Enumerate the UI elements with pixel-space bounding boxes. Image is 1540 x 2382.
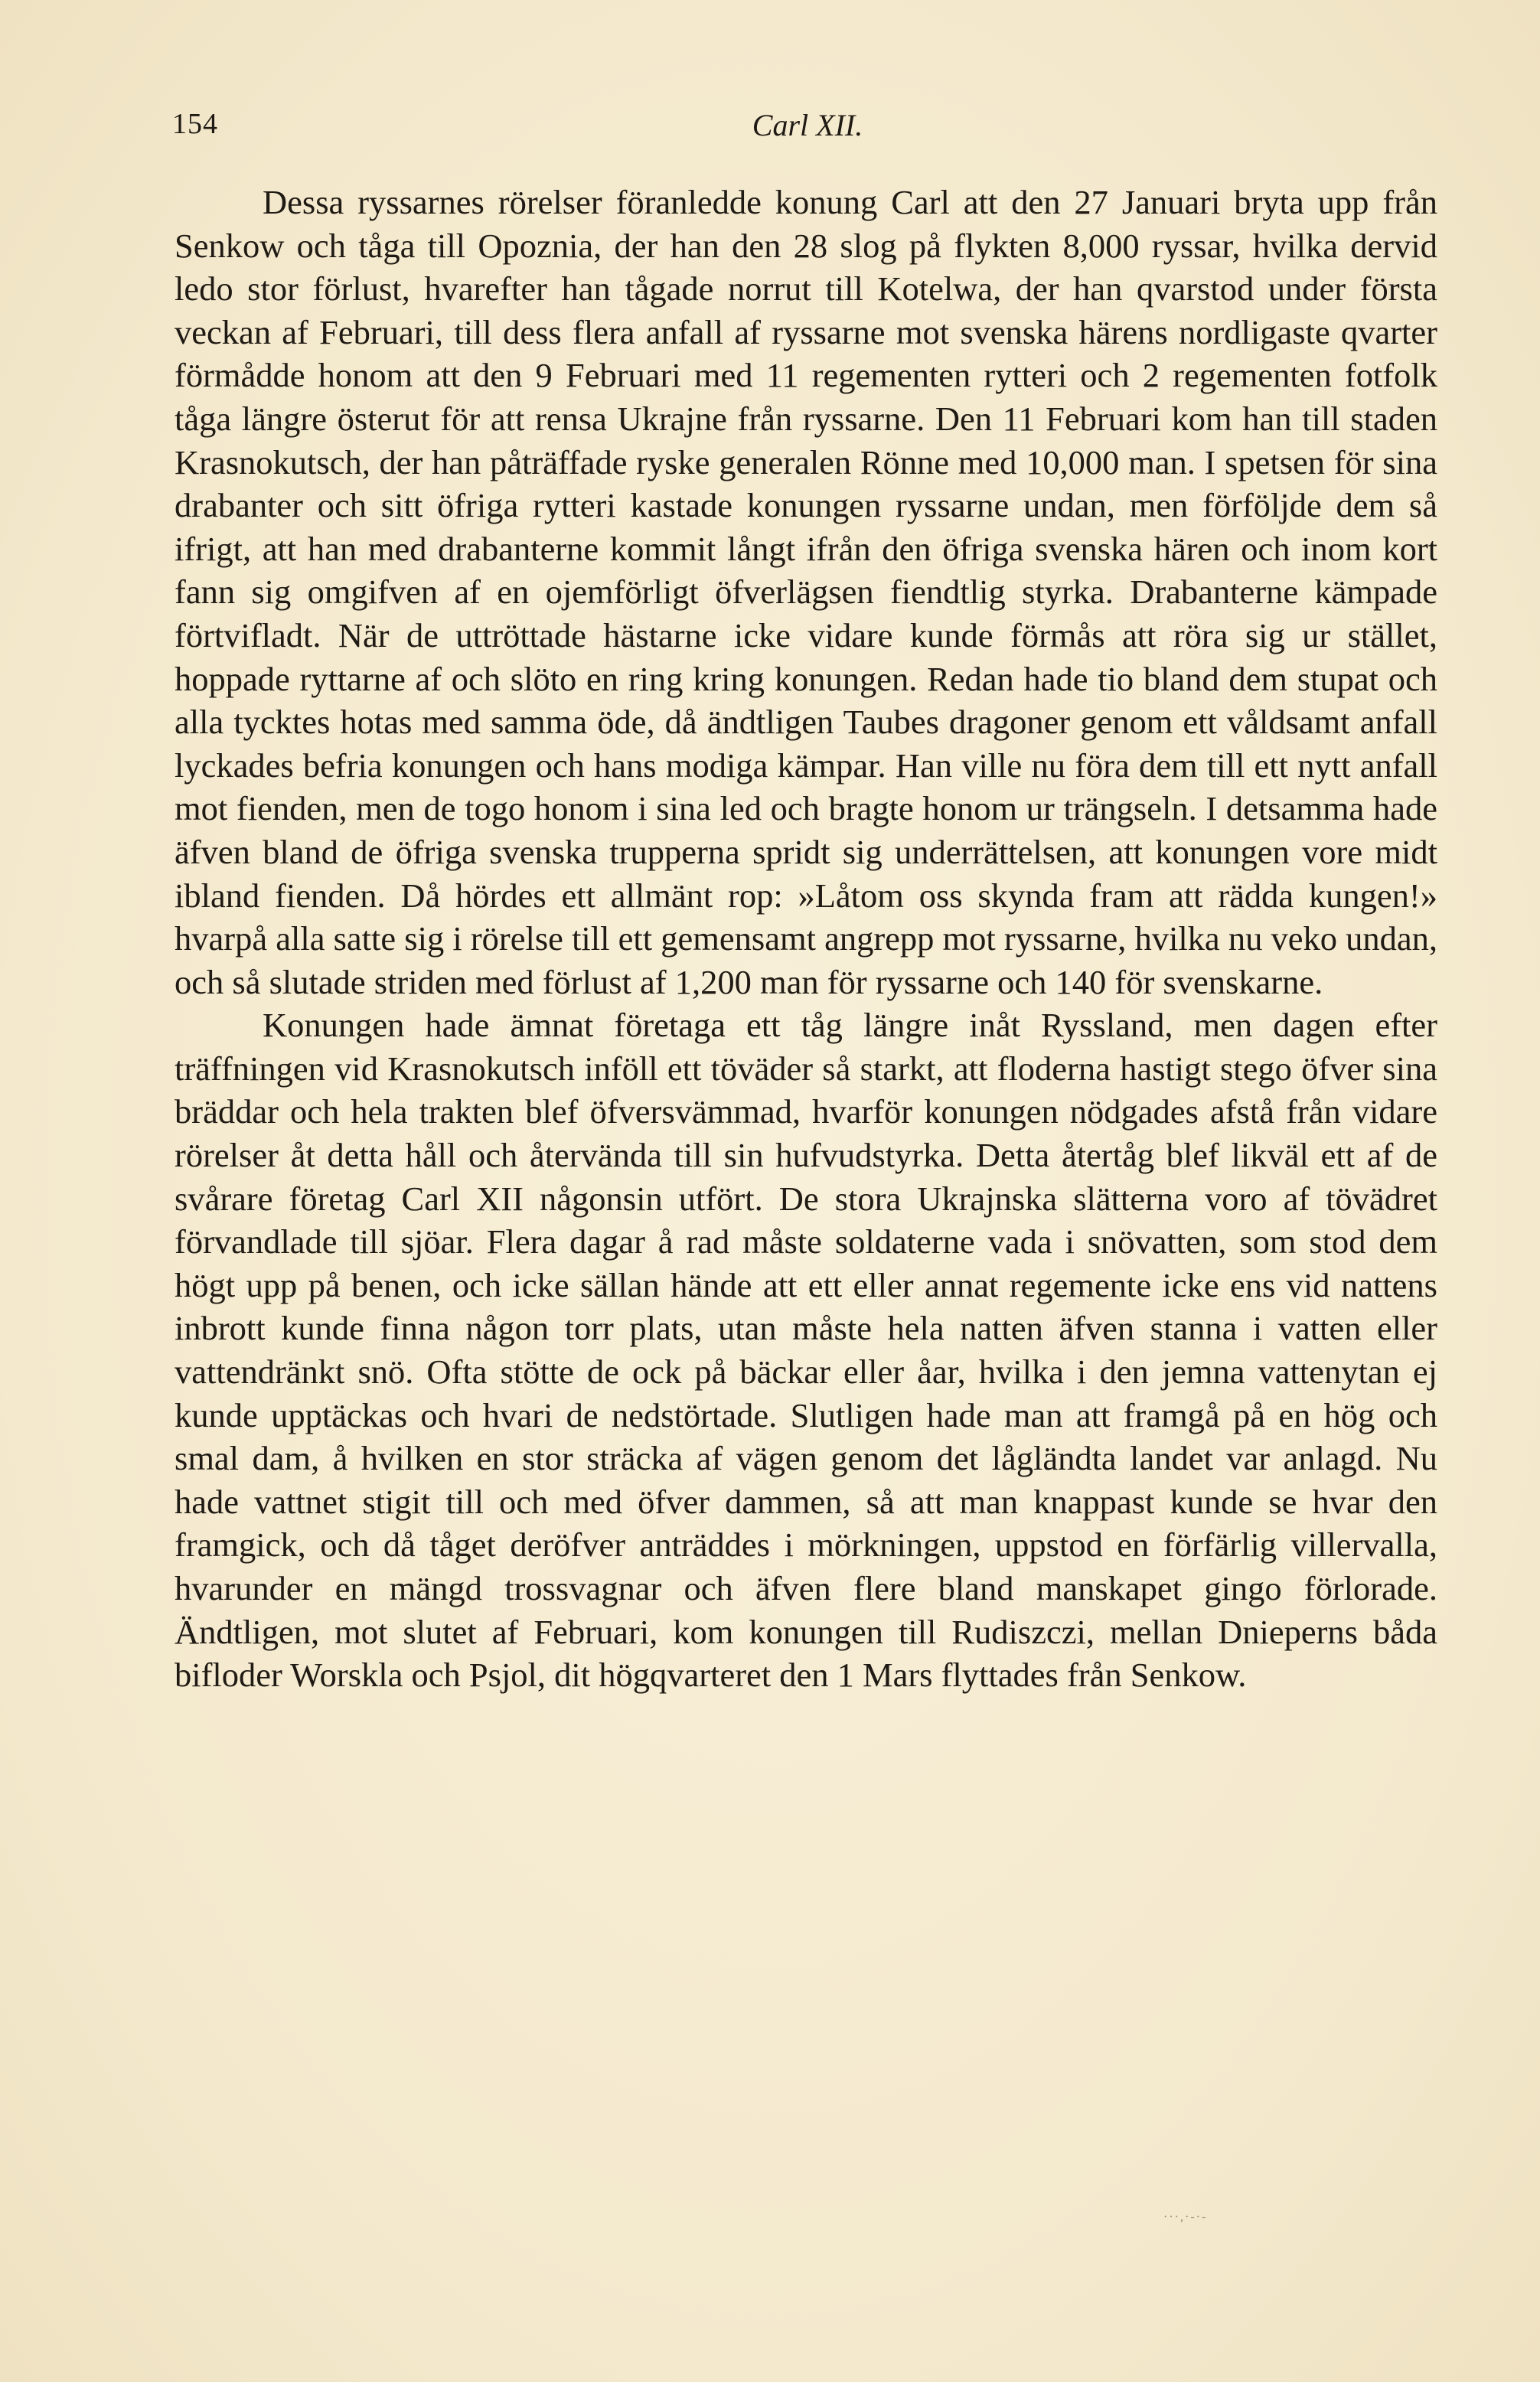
paragraph: Konungen hade ämnat företaga ett tåg längre inåt Ryssland, men dagen efter träffningen vid Krasnokutsch inföll ett töväder så starkt, att floderna hastigt stego öfver sina bräddar och hela trakten blef öfversvämmad, hvarför konungen nödgades afstå från vidare rörelser åt detta håll och återvända till sin hufvudstyrka. Detta återtåg blef likväl ett af de svårare företag Carl XII någonsin utfört. De stora Ukrajnska slätterna voro af tövädret förvandlade till sjöar. Flera dagar å rad måste soldaterne vada i snövatten, som stod dem högt upp på benen, och icke sällan hände att ett eller annat regemente icke ens vid nattens inbrott kunde finna någon torr plats, utan måste hela natten äfven stanna i vatten eller vattendränkt snö. Ofta stötte de ock på bäckar eller åar, hvilka i den jemna vattenytan ej kunde upptäckas och hvari de nedstörtade. Slutligen hade man att framgå på en hög och smal dam, å hvilken en stor sträcka af vägen genom det lågländta landet var anlagd. Nu hade vattnet stigit till och med öfver dammen, så att man knappast kunde se hvar den framgick, och då tåget deröfver anträddes i mörkningen, uppstod en förfärlig villervalla, hvarunder en mängd trossvagnar och äfven flere bland manskapet gingo förlorade. Ändtligen, mot slutet af Februari, kom konungen till Rudiszczi, mellan Dnieperns båda bifloder Worskla och Psjol, dit högqvarteret den 1 Mars flyttades från Senkow.: [175, 1006, 1437, 1695]
paragraph: Dessa ryssarnes rörelser föranledde konung Carl att den 27 Januari bryta upp från Senkow och tåga till Opoznia, der han den 28 slog på flykten 8,000 ryssar, hvilka dervid ledo stor förlust, hvarefter han tågade norrut till Kotelwa, der han qvarstod under första veckan af Februari, till dess flera anfall af ryssarne mot svenska härens nordligaste qvarter förmådde honom att den 9 Februari med 11 regementen rytteri och 2 regementen fotfolk tåga längre österut för att rensa Ukrajne från ryssarne. Den 11 Februari kom han till staden Krasnokutsch, der han påträffade ryske generalen Rönne med 10,000 man. I spetsen för sina drabanter och sitt öfriga rytteri kastade konungen ryssarne undan, men förföljde dem så ifrigt, att han med drabanterne kommit långt ifrån den öfriga svenska hären och inom kort fann sig omgifven af en ojemförligt öfverlägsen fiendtlig styrka. Drabanterne kämpade förtvifladt. När de uttröttade hästarne icke vidare kunde förmås att röra sig ur stället, hoppade ryttarne af och slöto en ring kring konungen. Redan hade tio bland dem stupat och alla tycktes hotas med samma öde, då ändtligen Taubes dragoner genom ett våldsamt anfall lyckades befria konungen och hans modiga kämpar. Han ville nu föra dem till ett nytt anfall mot fienden, men de togo honom i sina led och bragte honom ur trängseln. I detsamma hade äfven bland de öfriga svenska trupperna spridt sig underrättelsen, att konungen vore midt ibland fienden. Då hördes ett allmänt rop: »Låtom oss skynda fram att rädda kungen!» hvarpå alla satte sig i rörelse till ett gemensamt angrepp mot ryssarne, hvilka nu veko undan, och så slutade striden med förlust af 1,200 man för ryssarne och 140 för svenskarne.: [175, 183, 1437, 1001]
body-text: [175, 181, 1437, 1697]
footer-mark: ···,·-·-: [1163, 2211, 1208, 2224]
page-header: [172, 107, 1443, 153]
running-title: Carl XII.: [752, 108, 863, 142]
page-number: 154: [172, 108, 218, 140]
